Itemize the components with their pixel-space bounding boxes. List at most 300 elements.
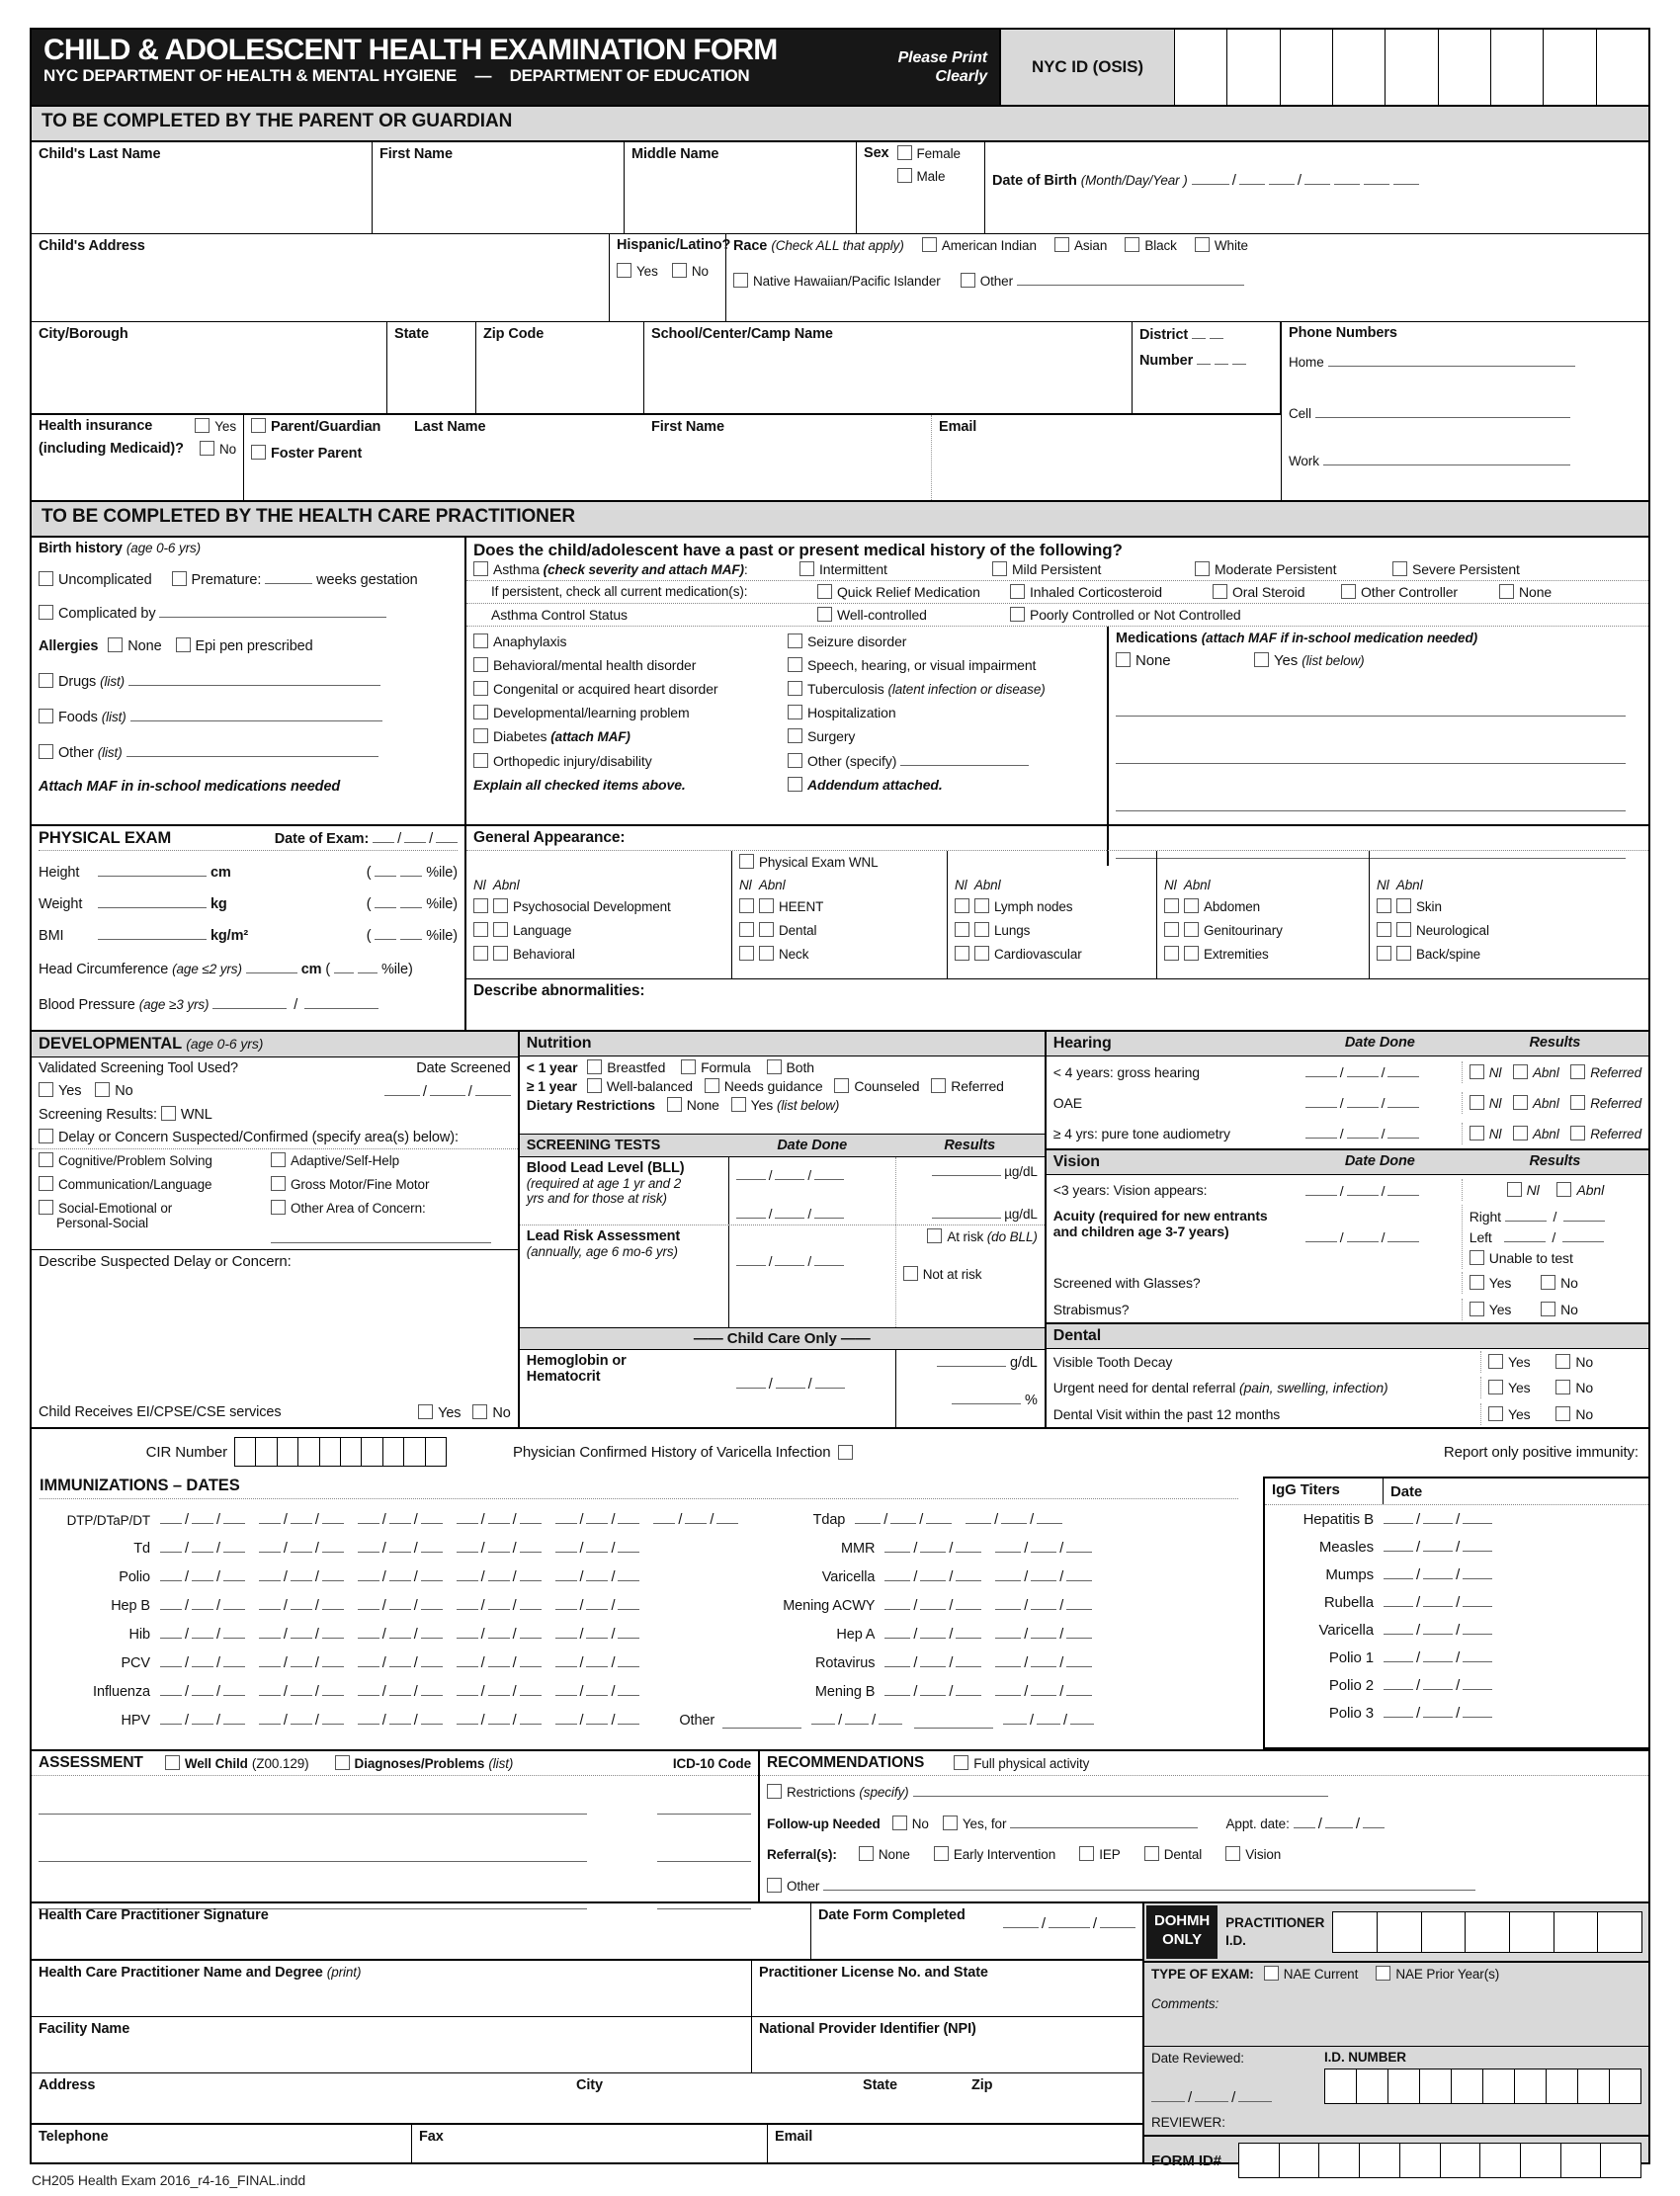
checkbox-surgery[interactable] bbox=[788, 728, 802, 743]
checkbox-epi-pen[interactable] bbox=[176, 637, 191, 652]
imm-date-field[interactable] bbox=[160, 1567, 245, 1585]
nyc-id-boxes[interactable] bbox=[1174, 30, 1648, 105]
checkbox-adaptive[interactable] bbox=[271, 1152, 286, 1167]
checkbox-nae-current[interactable] bbox=[1264, 1966, 1279, 1981]
checkbox-asian[interactable] bbox=[1054, 237, 1069, 252]
checkbox-varicella-history[interactable] bbox=[838, 1445, 853, 1460]
titer-date-field[interactable] bbox=[1384, 1621, 1492, 1639]
imm-date-field[interactable] bbox=[995, 1539, 1092, 1557]
checkbox-abnl[interactable] bbox=[974, 898, 989, 913]
checkbox-speech-hearing-visual[interactable] bbox=[788, 657, 802, 672]
checkbox-medications-yes[interactable] bbox=[1254, 652, 1269, 667]
checkbox-male[interactable] bbox=[897, 168, 912, 183]
imm-date-field[interactable] bbox=[884, 1567, 981, 1585]
checkbox-rec-other[interactable] bbox=[767, 1878, 782, 1893]
email-field-bottom[interactable]: Email bbox=[775, 2129, 813, 2145]
checkbox-early-intervention[interactable] bbox=[934, 1846, 949, 1861]
checkbox-insurance-yes[interactable] bbox=[195, 418, 210, 433]
acuity-right-line[interactable] bbox=[1563, 1208, 1605, 1222]
practitioner-signature-field[interactable]: Health Care Practitioner Signature bbox=[32, 1903, 811, 1959]
bp-diastolic-line[interactable] bbox=[304, 995, 378, 1009]
checkbox-white[interactable] bbox=[1195, 237, 1210, 252]
acuity-date-field[interactable] bbox=[1299, 1225, 1462, 1248]
checkbox-well-balanced[interactable] bbox=[587, 1078, 602, 1093]
checkbox-hearing-nl[interactable] bbox=[1470, 1064, 1484, 1079]
imm-date-field[interactable] bbox=[259, 1682, 344, 1700]
imm-date-field[interactable] bbox=[811, 1711, 902, 1729]
imm-date-field[interactable] bbox=[653, 1510, 738, 1528]
checkbox-intermittent[interactable] bbox=[799, 561, 814, 576]
imm-date-field[interactable] bbox=[160, 1653, 245, 1671]
checkbox-heart-disorder[interactable] bbox=[473, 681, 488, 696]
checkbox-nl[interactable] bbox=[739, 898, 754, 913]
city-borough-field[interactable]: City/Borough bbox=[32, 322, 387, 413]
checkbox-asthma-med-none[interactable] bbox=[1499, 584, 1514, 599]
checkbox-abnl[interactable] bbox=[1184, 922, 1199, 937]
checkbox-nl[interactable] bbox=[1164, 898, 1179, 913]
medication-line[interactable] bbox=[1116, 703, 1626, 717]
checkbox-nae-prior[interactable] bbox=[1376, 1966, 1390, 1981]
checkbox-hearing-referred[interactable] bbox=[1570, 1064, 1585, 1079]
checkbox-hearing-nl[interactable] bbox=[1470, 1126, 1484, 1140]
address-field-bottom[interactable]: Address bbox=[39, 2077, 96, 2093]
checkbox-asthma[interactable] bbox=[473, 561, 488, 576]
bll-result-line[interactable] bbox=[932, 1162, 1001, 1176]
weeks-line[interactable] bbox=[265, 570, 312, 584]
checkbox-well-child[interactable] bbox=[165, 1755, 180, 1770]
checkbox-abnl[interactable] bbox=[493, 922, 508, 937]
bmi-line[interactable] bbox=[98, 926, 207, 940]
checkbox-unable-to-test[interactable] bbox=[1470, 1250, 1484, 1265]
imm-date-field[interactable] bbox=[884, 1539, 981, 1557]
imm-date-field[interactable] bbox=[555, 1539, 640, 1557]
acuity-right-line[interactable] bbox=[1505, 1208, 1547, 1222]
checkbox-behavioral-mental[interactable] bbox=[473, 657, 488, 672]
checkbox-referral-none[interactable] bbox=[859, 1846, 874, 1861]
checkbox-nl[interactable] bbox=[955, 946, 969, 961]
school-field[interactable]: School/Center/Camp Name bbox=[644, 322, 1133, 413]
foods-line[interactable] bbox=[130, 708, 382, 721]
imm-date-field[interactable] bbox=[160, 1682, 245, 1700]
checkbox-visit-no[interactable] bbox=[1555, 1406, 1570, 1421]
checkbox-hearing-abnl[interactable] bbox=[1513, 1095, 1528, 1110]
checkbox-strabismus-no[interactable] bbox=[1541, 1302, 1555, 1316]
lead-risk-date-field[interactable] bbox=[736, 1252, 844, 1269]
address-field[interactable]: Child's Address bbox=[32, 234, 610, 321]
checkbox-vision-abnl[interactable] bbox=[1556, 1182, 1571, 1197]
imm-date-field[interactable] bbox=[555, 1596, 640, 1614]
checkbox-insurance-no[interactable] bbox=[200, 441, 214, 456]
checkbox-hearing-abnl[interactable] bbox=[1513, 1126, 1528, 1140]
checkbox-race-other[interactable] bbox=[961, 273, 975, 288]
checkbox-gross-motor[interactable] bbox=[271, 1176, 286, 1191]
checkbox-allergy-other[interactable] bbox=[39, 744, 53, 759]
imm-date-field[interactable] bbox=[358, 1539, 443, 1557]
checkbox-counseled[interactable] bbox=[834, 1078, 849, 1093]
checkbox-nl[interactable] bbox=[1164, 946, 1179, 961]
checkbox-nl[interactable] bbox=[473, 922, 488, 937]
practitioner-id-boxes[interactable] bbox=[1332, 1911, 1642, 1953]
last-name-field[interactable]: Child's Last Name bbox=[32, 142, 373, 233]
imm-date-field[interactable] bbox=[995, 1682, 1092, 1700]
bll-result-line[interactable] bbox=[932, 1205, 1001, 1219]
checkbox-allergy-drugs[interactable] bbox=[39, 673, 53, 688]
hemoglobin-date-field[interactable] bbox=[736, 1375, 845, 1393]
rec-other-line[interactable] bbox=[823, 1877, 1475, 1891]
state-field-bottom[interactable]: State bbox=[863, 2077, 897, 2093]
medication-line[interactable] bbox=[1116, 750, 1626, 764]
facility-name-field[interactable]: Facility Name bbox=[32, 2017, 752, 2072]
checkbox-nl[interactable] bbox=[473, 898, 488, 913]
guardian-first-name-field[interactable]: First Name bbox=[651, 419, 724, 435]
checkbox-services-yes[interactable] bbox=[418, 1404, 433, 1419]
checkbox-referred[interactable] bbox=[931, 1078, 946, 1093]
checkbox-decay-no[interactable] bbox=[1555, 1354, 1570, 1369]
checkbox-american-indian[interactable] bbox=[922, 237, 937, 252]
diagnosis-line[interactable] bbox=[39, 1848, 587, 1862]
practitioner-name-field[interactable]: Health Care Practitioner Name and Degree (print) bbox=[32, 1961, 752, 2016]
checkbox-nl[interactable] bbox=[1377, 946, 1391, 961]
imm-date-field[interactable] bbox=[160, 1596, 245, 1614]
checkbox-referral-yes[interactable] bbox=[1488, 1380, 1503, 1394]
weight-line[interactable] bbox=[98, 894, 207, 908]
checkbox-both[interactable] bbox=[767, 1059, 782, 1074]
imm-date-field[interactable] bbox=[259, 1596, 344, 1614]
imm-date-field[interactable] bbox=[884, 1653, 981, 1671]
checkbox-strabismus-yes[interactable] bbox=[1470, 1302, 1484, 1316]
checkbox-followup-yes[interactable] bbox=[943, 1816, 958, 1830]
titer-date-field[interactable] bbox=[1384, 1593, 1492, 1611]
checkbox-at-risk[interactable] bbox=[927, 1228, 942, 1243]
diagnosis-line[interactable] bbox=[39, 1801, 587, 1815]
imm-date-field[interactable] bbox=[1003, 1711, 1094, 1729]
imm-date-field[interactable] bbox=[555, 1625, 640, 1643]
imm-date-field[interactable] bbox=[884, 1596, 981, 1614]
checkbox-moderate-persistent[interactable] bbox=[1195, 561, 1210, 576]
bmi-pct-line[interactable] bbox=[400, 926, 422, 940]
checkbox-followup-no[interactable] bbox=[892, 1816, 907, 1830]
other-allergy-line[interactable] bbox=[126, 743, 378, 757]
head-circ-line[interactable] bbox=[246, 960, 297, 973]
checkbox-hispanic-yes[interactable] bbox=[617, 263, 631, 278]
checkbox-medhx-other[interactable] bbox=[788, 753, 802, 768]
checkbox-vision-nl[interactable] bbox=[1507, 1182, 1522, 1197]
imm-date-field[interactable] bbox=[259, 1625, 344, 1643]
head-pct-line[interactable] bbox=[334, 960, 354, 973]
imm-date-field[interactable] bbox=[884, 1625, 981, 1643]
imm-date-field[interactable] bbox=[457, 1596, 542, 1614]
checkbox-screening-wnl[interactable] bbox=[161, 1106, 176, 1121]
describe-abnormalities-field[interactable]: Describe abnormalities: bbox=[466, 978, 1648, 1030]
imm-date-field[interactable] bbox=[457, 1711, 542, 1729]
imm-date-field[interactable] bbox=[457, 1682, 542, 1700]
checkbox-poorly-controlled[interactable] bbox=[1010, 607, 1025, 622]
checkbox-not-at-risk[interactable] bbox=[903, 1266, 918, 1281]
checkbox-iep[interactable] bbox=[1079, 1846, 1094, 1861]
imm-date-field[interactable] bbox=[995, 1625, 1092, 1643]
checkbox-nl[interactable] bbox=[739, 922, 754, 937]
other-area-line[interactable] bbox=[271, 1229, 491, 1243]
imm-date-field[interactable] bbox=[358, 1653, 443, 1671]
checkbox-nl[interactable] bbox=[1377, 898, 1391, 913]
guardian-last-name-field[interactable]: Last Name bbox=[414, 419, 486, 435]
checkbox-dietary-none[interactable] bbox=[667, 1097, 682, 1112]
checkbox-hearing-referred[interactable] bbox=[1570, 1126, 1585, 1140]
icd-code-line[interactable] bbox=[657, 1801, 751, 1815]
cir-number-boxes[interactable] bbox=[234, 1437, 447, 1467]
titer-date-field[interactable] bbox=[1384, 1510, 1492, 1528]
checkbox-quick-relief[interactable] bbox=[817, 584, 832, 599]
number-line[interactable] bbox=[1197, 351, 1211, 365]
license-field[interactable]: Practitioner License No. and State bbox=[759, 1965, 988, 1981]
checkbox-hearing-nl[interactable] bbox=[1470, 1095, 1484, 1110]
reviewed-date-field[interactable] bbox=[1151, 2088, 1272, 2106]
acuity-left-line[interactable] bbox=[1504, 1228, 1546, 1242]
date-screened-field[interactable] bbox=[384, 1082, 511, 1100]
titer-date-field[interactable] bbox=[1384, 1565, 1492, 1583]
bll-date-field[interactable] bbox=[736, 1166, 844, 1183]
acuity-left-line[interactable] bbox=[1562, 1228, 1604, 1242]
checkbox-physical-exam-wnl[interactable] bbox=[739, 854, 754, 869]
hearing-date-field[interactable] bbox=[1299, 1122, 1462, 1144]
dietary-list-space[interactable] bbox=[520, 1116, 1045, 1134]
checkbox-seizure[interactable] bbox=[788, 633, 802, 648]
checkbox-medications-none[interactable] bbox=[1116, 652, 1131, 667]
titer-date-field[interactable] bbox=[1384, 1704, 1492, 1722]
checkbox-abnl[interactable] bbox=[1184, 898, 1199, 913]
head-pct-line[interactable] bbox=[358, 960, 378, 973]
checkbox-cognitive[interactable] bbox=[39, 1152, 53, 1167]
checkbox-abnl[interactable] bbox=[759, 946, 774, 961]
complicated-line[interactable] bbox=[159, 604, 386, 618]
checkbox-abnl[interactable] bbox=[1396, 946, 1411, 961]
imm-date-field[interactable] bbox=[259, 1653, 344, 1671]
npi-field[interactable]: National Provider Identifier (NPI) bbox=[759, 2021, 976, 2037]
checkbox-abnl[interactable] bbox=[1396, 922, 1411, 937]
checkbox-black[interactable] bbox=[1125, 237, 1139, 252]
date-form-completed-field[interactable]: Date Form Completed // bbox=[811, 1903, 1142, 1959]
bll-date-field[interactable] bbox=[736, 1205, 844, 1222]
city-field-bottom[interactable]: City bbox=[576, 2077, 603, 2093]
imm-date-field[interactable] bbox=[884, 1682, 981, 1700]
checkbox-nl[interactable] bbox=[473, 946, 488, 961]
imm-date-field[interactable] bbox=[457, 1567, 542, 1585]
middle-name-field[interactable]: Middle Name bbox=[625, 142, 857, 233]
checkbox-referral-dental[interactable] bbox=[1144, 1846, 1159, 1861]
checkbox-visit-yes[interactable] bbox=[1488, 1406, 1503, 1421]
imm-date-field[interactable] bbox=[555, 1711, 640, 1729]
checkbox-abnl[interactable] bbox=[974, 922, 989, 937]
number-line[interactable] bbox=[1215, 351, 1228, 365]
imm-date-field[interactable] bbox=[995, 1596, 1092, 1614]
imm-date-field[interactable] bbox=[160, 1510, 245, 1528]
bmi-pct-line[interactable] bbox=[375, 926, 396, 940]
height-pct-line[interactable] bbox=[375, 863, 396, 877]
checkbox-severe-persistent[interactable] bbox=[1392, 561, 1407, 576]
imm-date-field[interactable] bbox=[457, 1625, 542, 1643]
imm-date-field[interactable] bbox=[358, 1682, 443, 1700]
checkbox-glasses-no[interactable] bbox=[1541, 1275, 1555, 1290]
checkbox-referral-no[interactable] bbox=[1555, 1380, 1570, 1394]
imm-date-field[interactable] bbox=[358, 1596, 443, 1614]
checkbox-foster-parent[interactable] bbox=[251, 445, 266, 460]
drugs-line[interactable] bbox=[128, 672, 380, 686]
work-phone-line[interactable] bbox=[1323, 452, 1570, 465]
reviewer-field[interactable]: REVIEWER: bbox=[1151, 2115, 1225, 2130]
weight-pct-line[interactable] bbox=[375, 894, 396, 908]
medication-line[interactable] bbox=[1116, 798, 1626, 811]
checkbox-complicated[interactable] bbox=[39, 605, 53, 620]
checkbox-orthopedic[interactable] bbox=[473, 753, 488, 768]
titer-date-field[interactable] bbox=[1384, 1648, 1492, 1666]
imm-date-field[interactable] bbox=[457, 1653, 542, 1671]
checkbox-other-controller[interactable] bbox=[1341, 584, 1356, 599]
medhx-other-line[interactable] bbox=[900, 752, 1029, 766]
zip-field-bottom[interactable]: Zip bbox=[971, 2077, 993, 2093]
checkbox-glasses-yes[interactable] bbox=[1470, 1275, 1484, 1290]
checkbox-inhaled-corticosteroid[interactable] bbox=[1010, 584, 1025, 599]
vision-date-field[interactable] bbox=[1299, 1179, 1462, 1202]
checkbox-allergies-none[interactable] bbox=[108, 637, 123, 652]
bp-systolic-line[interactable] bbox=[212, 995, 287, 1009]
checkbox-hospitalization[interactable] bbox=[788, 705, 802, 719]
checkbox-native-hawaiian[interactable] bbox=[733, 273, 748, 288]
checkbox-abnl[interactable] bbox=[493, 898, 508, 913]
titer-date-field[interactable] bbox=[1384, 1676, 1492, 1694]
checkbox-services-no[interactable] bbox=[472, 1404, 487, 1419]
checkbox-delay-concern[interactable] bbox=[39, 1129, 53, 1143]
id-number-boxes[interactable] bbox=[1324, 2069, 1641, 2104]
checkbox-communication[interactable] bbox=[39, 1176, 53, 1191]
checkbox-formula[interactable] bbox=[681, 1059, 696, 1074]
imm-date-field[interactable] bbox=[358, 1567, 443, 1585]
checkbox-female[interactable] bbox=[897, 145, 912, 160]
checkbox-social-emotional[interactable] bbox=[39, 1200, 53, 1215]
guardian-email-field[interactable]: Email bbox=[931, 415, 1281, 500]
checkbox-dietary-yes[interactable] bbox=[731, 1097, 746, 1112]
checkbox-other-area[interactable] bbox=[271, 1200, 286, 1215]
appt-date-field[interactable] bbox=[1294, 1815, 1385, 1832]
checkbox-uncomplicated[interactable] bbox=[39, 571, 53, 586]
imm-date-field[interactable] bbox=[259, 1567, 344, 1585]
titer-date-field[interactable] bbox=[1384, 1538, 1492, 1556]
race-other-line[interactable] bbox=[1017, 272, 1244, 286]
checkbox-hearing-referred[interactable] bbox=[1570, 1095, 1585, 1110]
imm-date-field[interactable] bbox=[259, 1711, 344, 1729]
zip-field[interactable]: Zip Code bbox=[476, 322, 644, 413]
checkbox-nl[interactable] bbox=[955, 898, 969, 913]
home-phone-line[interactable] bbox=[1328, 353, 1575, 367]
imm-date-field[interactable] bbox=[457, 1539, 542, 1557]
imm-other-line[interactable] bbox=[914, 1715, 993, 1729]
checkbox-hispanic-no[interactable] bbox=[672, 263, 687, 278]
weight-pct-line[interactable] bbox=[400, 894, 422, 908]
describe-delay-field[interactable]: Describe Suspected Delay or Concern: bbox=[32, 1249, 518, 1401]
dob-field[interactable]: Date of Birth (Month/Day/Year ) / / bbox=[985, 142, 1648, 233]
cell-phone-line[interactable] bbox=[1315, 404, 1570, 418]
dob-date-field[interactable] bbox=[1192, 171, 1419, 189]
checkbox-breastfed[interactable] bbox=[587, 1059, 602, 1074]
district-line[interactable] bbox=[1192, 325, 1206, 339]
followup-line[interactable] bbox=[1010, 1815, 1198, 1828]
imm-date-field[interactable] bbox=[358, 1711, 443, 1729]
checkbox-premature[interactable] bbox=[172, 571, 187, 586]
height-pct-line[interactable] bbox=[400, 863, 422, 877]
checkbox-needs-guidance[interactable] bbox=[705, 1078, 719, 1093]
icd-code-line[interactable] bbox=[657, 1848, 751, 1862]
imm-date-field[interactable] bbox=[555, 1682, 640, 1700]
imm-date-field[interactable] bbox=[555, 1567, 640, 1585]
fax-field[interactable]: Fax bbox=[412, 2125, 768, 2162]
state-field[interactable]: State bbox=[387, 322, 476, 413]
checkbox-well-controlled[interactable] bbox=[817, 607, 832, 622]
imm-date-field[interactable] bbox=[160, 1625, 245, 1643]
checkbox-abnl[interactable] bbox=[1184, 946, 1199, 961]
checkbox-abnl[interactable] bbox=[1396, 898, 1411, 913]
checkbox-restrictions[interactable] bbox=[767, 1784, 782, 1799]
imm-date-field[interactable] bbox=[855, 1510, 952, 1528]
imm-date-field[interactable] bbox=[358, 1625, 443, 1643]
checkbox-tuberculosis[interactable] bbox=[788, 681, 802, 696]
checkbox-hearing-abnl[interactable] bbox=[1513, 1064, 1528, 1079]
checkbox-anaphylaxis[interactable] bbox=[473, 633, 488, 648]
exam-date-field[interactable] bbox=[373, 829, 458, 847]
checkbox-nl[interactable] bbox=[955, 922, 969, 937]
checkbox-parent-guardian[interactable] bbox=[251, 418, 266, 433]
checkbox-diagnoses[interactable] bbox=[335, 1755, 350, 1770]
checkbox-allergy-foods[interactable] bbox=[39, 709, 53, 723]
imm-date-field[interactable] bbox=[555, 1510, 640, 1528]
imm-date-field[interactable] bbox=[555, 1653, 640, 1671]
telephone-field[interactable]: Telephone bbox=[32, 2125, 412, 2162]
hematocrit-result-line[interactable] bbox=[952, 1391, 1021, 1404]
number-line[interactable] bbox=[1232, 351, 1246, 365]
checkbox-nl[interactable] bbox=[1377, 922, 1391, 937]
checkbox-referral-vision[interactable] bbox=[1225, 1846, 1240, 1861]
checkbox-tool-no[interactable] bbox=[95, 1082, 110, 1097]
hemoglobin-result-line[interactable] bbox=[937, 1353, 1006, 1367]
checkbox-nl[interactable] bbox=[739, 946, 754, 961]
checkbox-addendum[interactable] bbox=[788, 777, 802, 792]
imm-date-field[interactable] bbox=[966, 1510, 1062, 1528]
imm-date-field[interactable] bbox=[160, 1539, 245, 1557]
imm-date-field[interactable] bbox=[259, 1510, 344, 1528]
checkbox-nl[interactable] bbox=[1164, 922, 1179, 937]
imm-date-field[interactable] bbox=[358, 1510, 443, 1528]
checkbox-diabetes[interactable] bbox=[473, 728, 488, 743]
imm-other-line[interactable] bbox=[722, 1715, 801, 1729]
checkbox-mild-persistent[interactable] bbox=[992, 561, 1007, 576]
imm-date-field[interactable] bbox=[160, 1711, 245, 1729]
checkbox-developmental-learning[interactable] bbox=[473, 705, 488, 719]
checkbox-tool-yes[interactable] bbox=[39, 1082, 53, 1097]
hearing-date-field[interactable] bbox=[1299, 1091, 1462, 1114]
first-name-field[interactable]: First Name bbox=[373, 142, 625, 233]
imm-date-field[interactable] bbox=[995, 1653, 1092, 1671]
restrictions-line[interactable] bbox=[913, 1783, 1328, 1797]
imm-date-field[interactable] bbox=[259, 1539, 344, 1557]
checkbox-abnl[interactable] bbox=[759, 898, 774, 913]
checkbox-abnl[interactable] bbox=[974, 946, 989, 961]
hearing-date-field[interactable] bbox=[1299, 1060, 1462, 1083]
checkbox-full-activity[interactable] bbox=[954, 1755, 968, 1770]
checkbox-abnl[interactable] bbox=[493, 946, 508, 961]
form-id-boxes[interactable] bbox=[1238, 2143, 1641, 2178]
district-line[interactable] bbox=[1210, 325, 1223, 339]
imm-date-field[interactable] bbox=[995, 1567, 1092, 1585]
checkbox-oral-steroid[interactable] bbox=[1213, 584, 1227, 599]
checkbox-decay-yes[interactable] bbox=[1488, 1354, 1503, 1369]
